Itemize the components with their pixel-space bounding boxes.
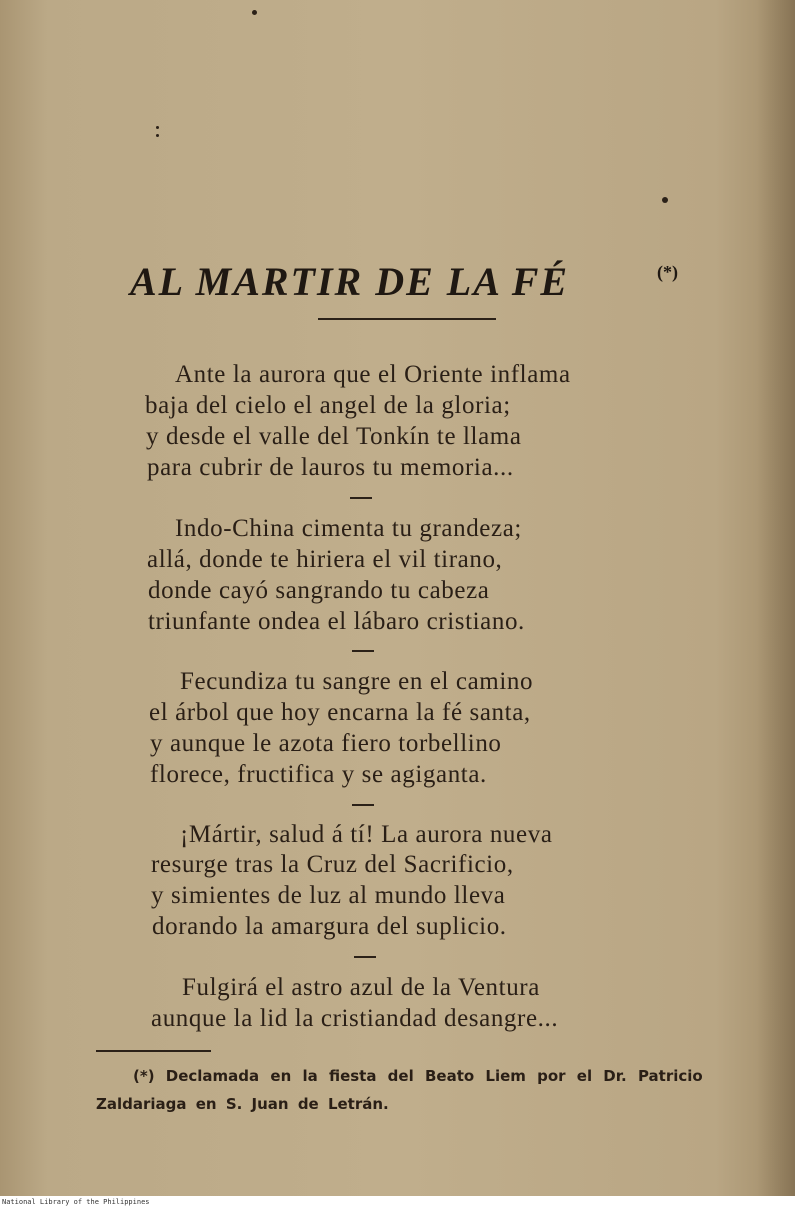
verse-line: donde cayó sangrando tu cabeza — [148, 577, 490, 604]
verse-line: ¡Mártir, salud á tí! La aurora nueva — [180, 821, 553, 848]
stanza-divider — [350, 497, 372, 499]
library-watermark: National Library of the Philippines — [2, 1198, 150, 1206]
stanza-divider — [352, 804, 374, 806]
verse-line: Indo-China cimenta tu grandeza; — [175, 515, 522, 542]
title-underline — [318, 318, 496, 320]
footnote-rule — [96, 1050, 211, 1052]
verse-line: y desde el valle del Tonkín te llama — [146, 423, 522, 450]
footnote-text: (*) Declamada en la fiesta del Beato Liem por el Dr. Patricio — [133, 1067, 703, 1085]
ink-speck — [662, 197, 668, 203]
verse-line: y aunque le azota fiero torbellino — [150, 730, 502, 757]
verse-line: florece, fructifica y se agiganta. — [150, 761, 487, 788]
verse-line: dorando la amargura del suplicio. — [152, 913, 507, 940]
verse-line: el árbol que hoy encarna la fé santa, — [149, 699, 531, 726]
verse-line: aunque la lid la cristiandad desangre... — [151, 1005, 559, 1032]
verse-line: Fulgirá el astro azul de la Ventura — [182, 974, 540, 1001]
verse-line: triunfante ondea el lábaro cristiano. — [148, 608, 525, 635]
ink-speck — [156, 126, 159, 129]
title-footnote-mark: (*) — [657, 262, 678, 282]
verse-line: Fecundiza tu sangre en el camino — [180, 668, 534, 695]
verse-line: para cubrir de lauros tu memoria... — [147, 454, 514, 481]
page-spine-shadow — [757, 0, 795, 1196]
stanza-divider — [354, 956, 376, 958]
verse-line: baja del cielo el angel de la gloria; — [145, 392, 511, 419]
ink-speck — [156, 134, 159, 137]
verse-line: Ante la aurora que el Oriente inflama — [175, 361, 571, 388]
verse-line: y simientes de luz al mundo lleva — [151, 882, 506, 909]
ink-speck — [252, 10, 257, 15]
footnote-text: Zaldariaga en S. Juan de Letrán. — [96, 1095, 389, 1113]
stanza-divider — [352, 650, 374, 652]
poem-title: AL MARTIR DE LA FÉ — [130, 259, 570, 304]
verse-line: resurge tras la Cruz del Sacrificio, — [151, 851, 514, 878]
verse-line: allá, donde te hiriera el vil tirano, — [147, 546, 503, 573]
